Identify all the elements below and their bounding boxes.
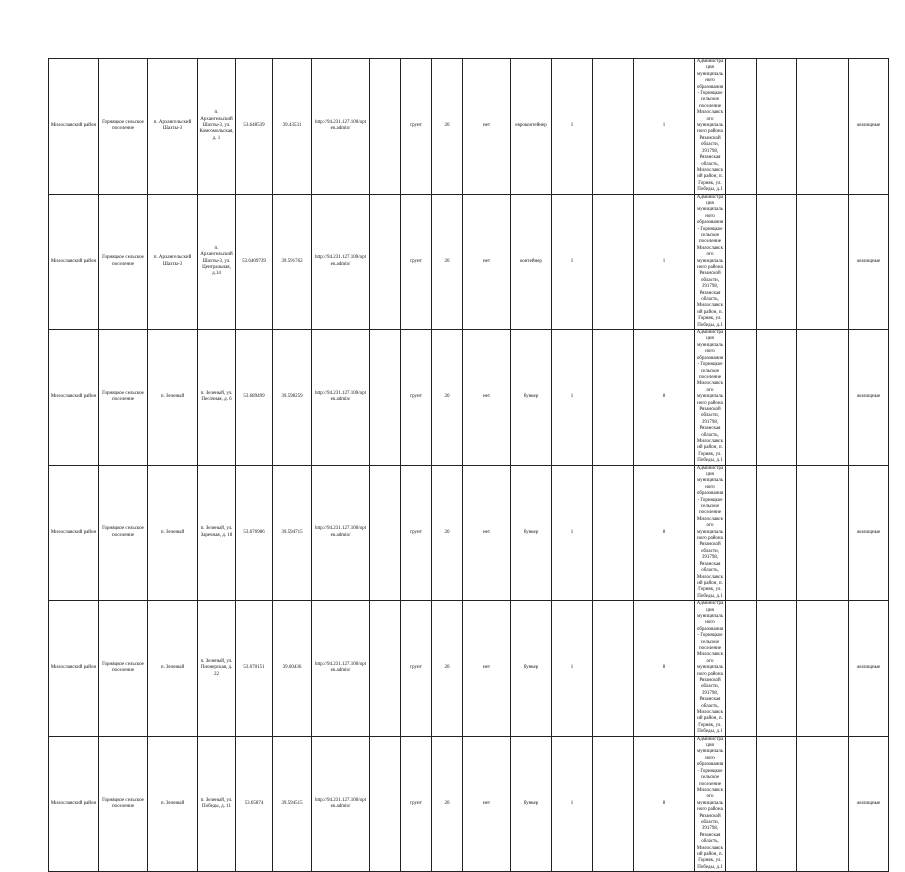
owner-cell: Администрация муниципального образования - Горняцкое сельское поселение Милославского муниципального района Рязанской области, 391798, Рязанская область, Милославский район, п. Горняк, ул. Победы, д.1 — [695, 465, 726, 601]
area-cell: 20 — [432, 330, 463, 466]
latitude-cell: 53.676986 — [236, 465, 273, 601]
table-row — [49, 194, 889, 330]
longitude-cell: 39.60436 — [273, 601, 312, 737]
empty-cell — [797, 736, 849, 872]
container-volume-cell: 1 — [634, 59, 695, 195]
container-count-cell: 1 — [552, 736, 593, 872]
owner-cell: Администрация муниципального образования - Горняцкое сельское поселение Милославского муниципального района Рязанской области, 391798, Рязанская область, Милославский район, п. Горняк, ул. Победы, д.1 — [695, 601, 726, 737]
locality-cell: п. Архангельский Шахты-3 — [148, 194, 198, 330]
locality-cell: п. Зеленый — [148, 330, 198, 466]
empty-cell — [726, 330, 757, 466]
address-cell: п. Зеленый, ул. Заречная, д. 18 — [198, 465, 236, 601]
link-cell: http://94.231.127.100/opt en.admin/ — [312, 330, 370, 466]
surface-cell: грунт — [401, 330, 432, 466]
waste-type-cell: жилищные — [849, 194, 889, 330]
link-cell: http://94.231.127.100/opt en.admin/ — [312, 194, 370, 330]
fence-cell: нет — [463, 194, 511, 330]
empty-cell — [726, 465, 757, 601]
empty-cell — [593, 465, 634, 601]
empty-cell — [757, 330, 797, 466]
link-cell: http://94.231.127.100/opt en.admin/ — [312, 59, 370, 195]
empty-cell — [370, 736, 401, 872]
district-cell: Милославский район — [49, 601, 99, 737]
empty-cell — [370, 601, 401, 737]
container-type-cell: бункер — [511, 736, 552, 872]
locality-cell: п. Зеленый — [148, 601, 198, 737]
owner-cell: Администрация муниципального образования - Горняцкое сельское поселение Милославского муниципального района Рязанской области, 391798, Рязанская область, Милославский район, п. Горняк, ул. Победы, д.1 — [695, 330, 726, 466]
registry-body — [49, 59, 889, 872]
empty-cell — [757, 194, 797, 330]
container-count-cell: 1 — [552, 194, 593, 330]
longitude-cell: 39.591762 — [273, 194, 312, 330]
link-cell: http://94.231.127.100/opt en.admin/ — [312, 465, 370, 601]
empty-cell — [797, 465, 849, 601]
fence-cell: нет — [463, 330, 511, 466]
fence-cell: нет — [463, 465, 511, 601]
district-cell: Милославский район — [49, 736, 99, 872]
container-count-cell: 1 — [552, 330, 593, 466]
area-cell: 20 — [432, 59, 463, 195]
area-cell: 20 — [432, 194, 463, 330]
container-type-cell: бункер — [511, 465, 552, 601]
settlement-cell: Горняцкое сельское поселение — [99, 194, 148, 330]
address-cell: п. Зеленый, ул. Победы, д. 11 — [198, 736, 236, 872]
empty-cell — [370, 194, 401, 330]
settlement-cell: Горняцкое сельское поселение — [99, 465, 148, 601]
area-cell: 20 — [432, 601, 463, 737]
area-cell: 20 — [432, 736, 463, 872]
container-volume-cell: 8 — [634, 736, 695, 872]
waste-type-cell: жилищные — [849, 59, 889, 195]
empty-cell — [593, 736, 634, 872]
district-cell: Милославский район — [49, 465, 99, 601]
container-type-cell: евроконтейнер — [511, 59, 552, 195]
empty-cell — [757, 59, 797, 195]
container-count-cell: 1 — [552, 465, 593, 601]
address-cell: п. Архангельский Шахты-3, ул. Центральная, д.14 — [198, 194, 236, 330]
locality-cell: п. Зеленый — [148, 465, 198, 601]
longitude-cell: 39.598259 — [273, 330, 312, 466]
container-volume-cell: 1 — [634, 194, 695, 330]
owner-cell: Администрация муниципального образования - Горняцкое сельское поселение Милославского муниципального района Рязанской области, 391798, Рязанская область, Милославский район, п. Горняк, ул. Победы, д.1 — [695, 59, 726, 195]
link-cell: http://94.231.127.100/opt en.admin/ — [312, 736, 370, 872]
container-count-cell: 1 — [552, 601, 593, 737]
latitude-cell: 53.670151 — [236, 601, 273, 737]
container-type-cell: бункер — [511, 330, 552, 466]
latitude-cell: 53.648539 — [236, 59, 273, 195]
empty-cell — [726, 601, 757, 737]
empty-cell — [593, 330, 634, 466]
district-cell: Милославский район — [49, 194, 99, 330]
empty-cell — [797, 59, 849, 195]
address-cell: п. Зеленый, ул. Пионерская, д. 22 — [198, 601, 236, 737]
container-count-cell: 1 — [552, 59, 593, 195]
owner-cell: Администрация муниципального образования - Горняцкое сельское поселение Милославского муниципального района Рязанской области, 391798, Рязанская область, Милославский район, п. Горняк, ул. Победы, д.1 — [695, 194, 726, 330]
empty-cell — [593, 59, 634, 195]
empty-cell — [757, 601, 797, 737]
fence-cell: нет — [463, 736, 511, 872]
fence-cell: нет — [463, 59, 511, 195]
settlement-cell: Горняцкое сельское поселение — [99, 59, 148, 195]
surface-cell: грунт — [401, 465, 432, 601]
surface-cell: грунт — [401, 59, 432, 195]
area-cell: 20 — [432, 465, 463, 601]
waste-type-cell: жилищные — [849, 601, 889, 737]
settlement-cell: Горняцкое сельское поселение — [99, 736, 148, 872]
longitude-cell: 39.594715 — [273, 465, 312, 601]
empty-cell — [726, 59, 757, 195]
waste-type-cell: жилищные — [849, 465, 889, 601]
empty-cell — [757, 736, 797, 872]
empty-cell — [797, 194, 849, 330]
table-row — [49, 601, 889, 737]
waste-type-cell: жилищные — [849, 330, 889, 466]
locality-cell: п. Зеленый — [148, 736, 198, 872]
empty-cell — [726, 194, 757, 330]
empty-cell — [726, 736, 757, 872]
container-type-cell: контейнер — [511, 194, 552, 330]
empty-cell — [593, 194, 634, 330]
waste-type-cell: жилищные — [849, 736, 889, 872]
address-cell: п. Архангельский Шахты-3, ул. Комсомольская, д. 1 — [198, 59, 236, 195]
locality-cell: п. Архангельский Шахты-3 — [148, 59, 198, 195]
fence-cell: нет — [463, 601, 511, 737]
district-cell: Милославский район — [49, 59, 99, 195]
surface-cell: грунт — [401, 736, 432, 872]
empty-cell — [370, 59, 401, 195]
settlement-cell: Горняцкое сельское поселение — [99, 330, 148, 466]
table-row — [49, 465, 889, 601]
empty-cell — [370, 465, 401, 601]
table-row — [49, 330, 889, 466]
surface-cell: грунт — [401, 601, 432, 737]
district-cell: Милославский район — [49, 330, 99, 466]
empty-cell — [757, 465, 797, 601]
empty-cell — [370, 330, 401, 466]
owner-cell: Администрация муниципального образования - Горняцкое сельское поселение Милославского муниципального района Рязанской области, 391798, Рязанская область, Милославский район, п. Горняк, ул. Победы, д.1 — [695, 736, 726, 872]
settlement-cell: Горняцкое сельское поселение — [99, 601, 148, 737]
link-cell: http://94.231.127.100/opt en.admin/ — [312, 601, 370, 737]
address-cell: п. Зеленый, ул. Песочная, д. 6 — [198, 330, 236, 466]
latitude-cell: 53.6409739 — [236, 194, 273, 330]
latitude-cell: 53.65874 — [236, 736, 273, 872]
empty-cell — [593, 601, 634, 737]
container-volume-cell: 8 — [634, 330, 695, 466]
empty-cell — [797, 330, 849, 466]
container-type-cell: бункер — [511, 601, 552, 737]
waste-sites-registry-table — [48, 58, 889, 872]
container-volume-cell: 8 — [634, 601, 695, 737]
surface-cell: грунт — [401, 194, 432, 330]
longitude-cell: 39.594515 — [273, 736, 312, 872]
table-row — [49, 59, 889, 195]
container-volume-cell: 8 — [634, 465, 695, 601]
empty-cell — [797, 601, 849, 737]
table-row — [49, 736, 889, 872]
latitude-cell: 53.689499 — [236, 330, 273, 466]
longitude-cell: 39.43531 — [273, 59, 312, 195]
